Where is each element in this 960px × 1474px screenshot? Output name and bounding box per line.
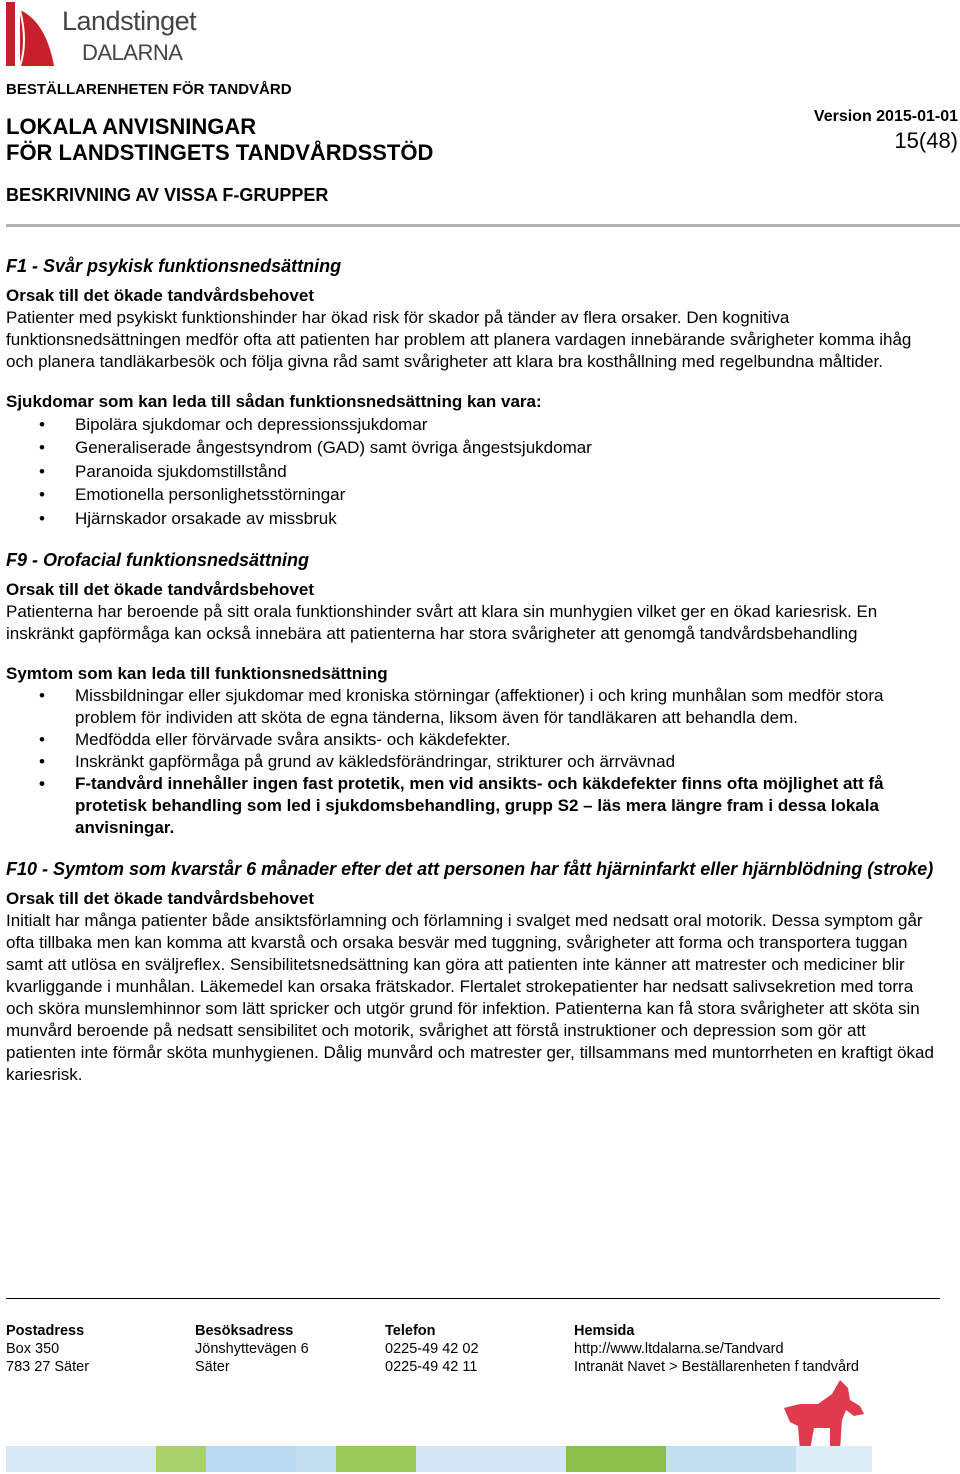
list-item-text: Hjärnskador orsakade av missbruk xyxy=(75,508,337,528)
footer-web xyxy=(574,1322,859,1376)
f9-symptoms-heading: Symtom som kan leda till funktionsnedsättning xyxy=(6,664,388,684)
footer-visit-line-2: Säter xyxy=(195,1359,230,1375)
footer-visit xyxy=(195,1322,309,1376)
logo-mark-icon xyxy=(6,2,58,66)
list-item xyxy=(6,507,936,530)
footer-postal-line-2: 783 27 Säter xyxy=(6,1359,90,1375)
section-title: BESKRIVNING AV VISSA F-GRUPPER xyxy=(6,185,329,205)
bullet-icon: • xyxy=(39,415,45,434)
list-item xyxy=(6,751,936,773)
f9-reason-text: Patienterna har beroende på sitt orala funktionshinder svårt att klara sin munhygien vilket ger en ökad kariesrisk. En inskränkt gapförmåga kan också innebära att patienterna har stora svårigheter att genomgå tandvårdsbehandling xyxy=(6,602,878,644)
list-item-text: Paranoida sjukdomstillstånd xyxy=(75,461,287,481)
document-title xyxy=(6,114,433,166)
footer-divider xyxy=(6,1298,940,1299)
logo-name: Landstinget xyxy=(62,6,197,36)
list-item-text: Emotionella personlighetsstörningar xyxy=(75,485,346,505)
dala-horse-icon xyxy=(780,1378,876,1450)
list-item-bold xyxy=(6,773,936,839)
document-title-line-1: LOKALA ANVISNINGAR xyxy=(6,114,257,139)
footer-intranet-path: Intranät Navet > Beställarenheten f tandvård xyxy=(574,1359,859,1375)
list-item-text: Missbildningar eller sjukdomar med kroniska störningar (affektioner) i och kring munhålan som medför stora problem för individen att sköta de egna tänderna, liksom även för tandläkaren att behandla dem. xyxy=(75,686,884,728)
footer-web-link[interactable]: http://www.ltdalarna.se/Tandvard xyxy=(574,1341,784,1357)
list-item xyxy=(6,685,936,729)
f1-reason-text: Patienter med psykiskt funktionshinder har ökad risk för skador på tänder av flera orsaker. Den kognitiva funktionsnedsättningen medför ofta att patienten har problem att planera vardagen innebärande svårigheter komma ihåg och planera tandläkarbesök och följa givna råd samt svårigheter att klara bra kosthållning med regelbundna måltider. xyxy=(6,308,912,371)
f1-reason-heading: Orsak till det ökade tandvårdsbehovet xyxy=(6,286,314,305)
f1-heading: F1 - Svår psykisk funktionsnedsättning xyxy=(6,256,342,276)
footer-color-stripe xyxy=(6,1446,872,1472)
f1-diseases-list xyxy=(6,413,936,530)
list-item xyxy=(6,483,936,506)
bullet-icon: • xyxy=(39,752,45,772)
footer-phone-line-2: 0225-49 42 11 xyxy=(385,1359,478,1375)
f9-symptoms-list xyxy=(6,685,936,839)
bullet-icon: • xyxy=(39,508,45,528)
footer-visit-line-1: Jönshyttevägen 6 xyxy=(195,1341,309,1357)
list-item xyxy=(6,436,936,459)
list-item-text: F-tandvård innehåller ingen fast protetik, men vid ansikts- och käkdefekter finns ofta möjlighet att få protetisk behandling som led i sjukdomsbehandling, grupp S2 – läs mera längre fram i dessa lokala anvisningar. xyxy=(75,774,884,838)
unit-label: BESTÄLLARENHETEN FÖR TANDVÅRD xyxy=(6,81,292,98)
f10-reason-text: Initialt har många patienter både ansiktsförlamning och förlamning i svalget med nedsatt oral motorik. Dessa symptom går ofta tillbaka men kan komma att kvarstå och orsaka besvär med tuggning, svårigheter att forma och transportera tuggan samt att utlösa en sväljreflex. Sensibilitetsnedsättning kan göra att patienten inte känner att matrester och mediciner blir kvarliggande i munhålan. Läkemedel kan orsaka frätskador. Flertalet strokepatienter har nedsatt salivsekretion med torra och sköra munslemhinnor som lätt spricker och utgör grund för infektion. Patienterna kan få stora svårigheter att sköta sin munvård beroende på nedsatt sensibilitet och motorik, svårighet att förstå instruktioner och depression som gör att patienten inte förmår sköta munhygienen. Dålig munvård och matrester ger, tillsammans med muntorrheten en kraftigt ökad kariesrisk. xyxy=(6,911,934,1085)
header-divider xyxy=(6,224,960,227)
document-title-line-2: FÖR LANDSTINGETS TANDVÅRDSSTÖD xyxy=(6,140,434,165)
list-item-text: Medfödda eller förvärvade svåra ansikts- och käkdefekter. xyxy=(75,730,511,750)
footer-phone-line-1: 0225-49 42 02 xyxy=(385,1341,479,1357)
bullet-icon: • xyxy=(39,438,45,458)
bullet-icon: • xyxy=(39,774,45,794)
list-item-text: Inskränkt gapförmåga på grund av käkledsförändringar, strikturer och ärrvävnad xyxy=(75,752,676,772)
footer-postal-heading: Postadress xyxy=(6,1323,85,1339)
bullet-icon: • xyxy=(39,485,45,505)
page-number: 15(48) xyxy=(894,128,958,153)
footer-postal xyxy=(6,1322,89,1376)
f10-reason-heading: Orsak till det ökade tandvårdsbehovet xyxy=(6,889,314,909)
footer-phone xyxy=(385,1322,479,1376)
f9-reason-heading: Orsak till det ökade tandvårdsbehovet xyxy=(6,580,314,600)
list-item-text: Bipolära sjukdomar och depressionssjukdomar xyxy=(75,415,428,434)
landstinget-logo xyxy=(6,2,197,68)
footer-visit-heading: Besöksadress xyxy=(195,1323,294,1339)
f9-heading: F9 - Orofacial funktionsnedsättning xyxy=(6,550,310,571)
list-item xyxy=(6,413,936,436)
version-label: Version 2015-01-01 xyxy=(813,108,958,125)
bullet-icon: • xyxy=(39,686,45,706)
list-item xyxy=(6,729,936,751)
bullet-icon: • xyxy=(39,461,45,481)
logo-region: DALARNA xyxy=(82,40,183,65)
footer-web-heading: Hemsida xyxy=(574,1323,635,1339)
document-body xyxy=(6,254,936,1086)
bullet-icon: • xyxy=(39,730,45,750)
list-item-text: Generaliserade ångestsyndrom (GAD) samt övriga ångestsjukdomar xyxy=(75,438,592,458)
footer-postal-line-1: Box 350 xyxy=(6,1341,60,1357)
f1-diseases-heading: Sjukdomar som kan leda till sådan funktionsnedsättning kan vara: xyxy=(6,392,542,411)
list-item xyxy=(6,460,936,483)
footer-phone-heading: Telefon xyxy=(385,1323,436,1339)
f10-heading: F10 - Symtom som kvarstår 6 månader efter det att personen har fått hjärninfarkt eller hjärnblödning (stroke) xyxy=(6,859,934,880)
